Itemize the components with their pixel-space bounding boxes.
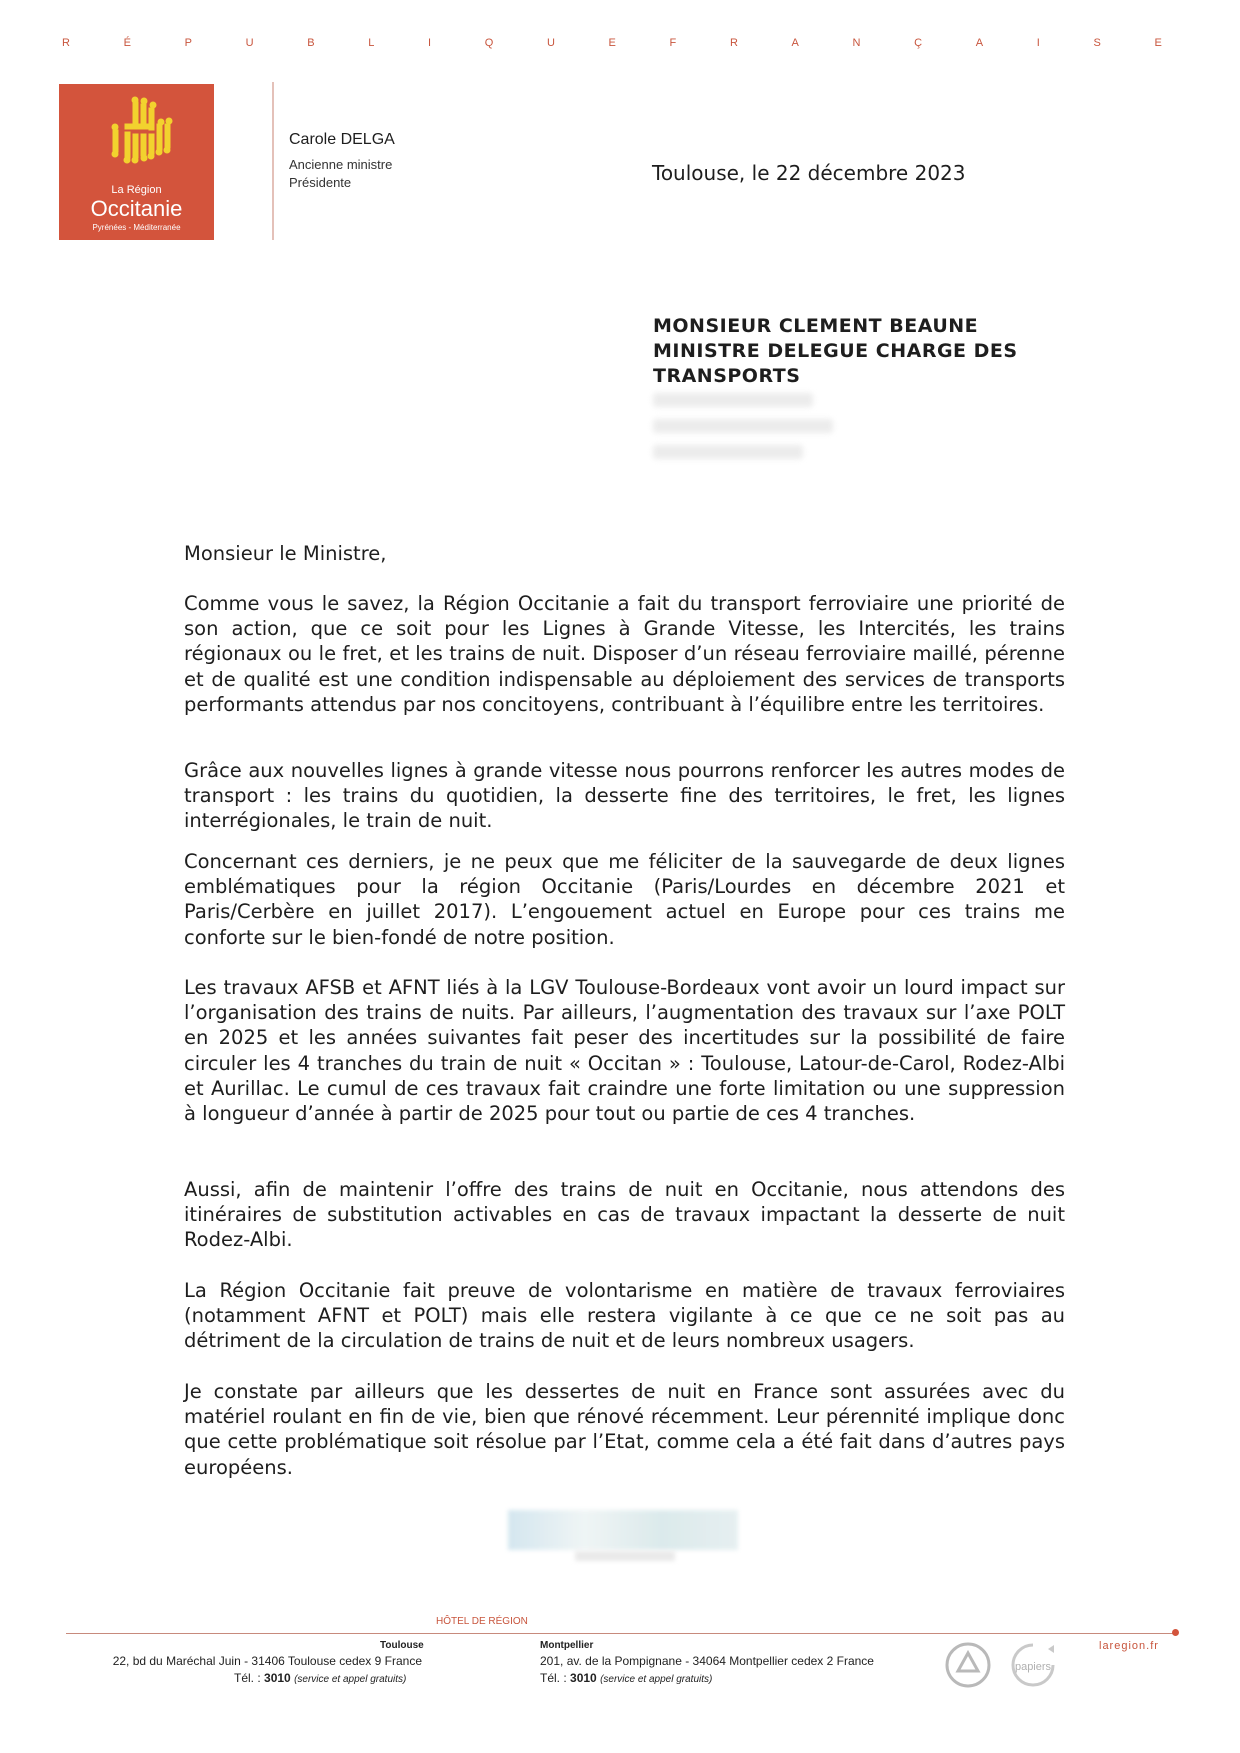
body-paragraph-7: Je constate par ailleurs que les dessertes de nuit en France sont assurées avec du matériel roulant en fin de vie, bien que rénové récemment. Leur pérennité implique donc que cette problématique soit résolue par l’Etat, comme cela a été fait dans d’autres pays européens. <box>184 1380 1065 1479</box>
recipient-line-1: MONSIEUR CLEMENT BEAUNE <box>653 315 979 337</box>
republique-letter: N <box>852 37 861 49</box>
republique-letter: F <box>669 37 677 49</box>
logo-line-3: Pyrénées - Méditerranée <box>92 223 181 232</box>
recipient-line-3: TRANSPORTS <box>653 365 801 387</box>
republique-letter: P <box>184 37 192 49</box>
redacted-address-line <box>653 445 803 459</box>
recycle-icon <box>944 1641 992 1689</box>
body-paragraph-2: Grâce aux nouvelles lignes à grande vitesse nous pourrons renforcer les autres modes de transport : les trains du quotidien, la desserte fine des territoires, le fret, les lignes interrégionales, le train de nuit. <box>184 759 1065 833</box>
footer-montpellier-city: Montpellier <box>540 1640 594 1651</box>
body-paragraph-6: La Région Occitanie fait preuve de volontarisme en matière de travaux ferroviaires (notamment AFNT et POLT) mais elle restera vigilante à ce que ce ne soit pas au détriment de la circulation de trains de nuit et de leurs nombreux usagers. <box>184 1279 1065 1353</box>
tel-label: Tél. : <box>540 1671 571 1685</box>
sender-role-2: Présidente <box>289 175 352 190</box>
redacted-address-line <box>653 393 813 407</box>
redacted-signature-name <box>575 1551 675 1561</box>
recipient-line-2: MINISTRE DELEGUE CHARGE DES <box>653 340 1018 362</box>
republique-letter: E <box>1154 37 1162 49</box>
republique-letter: A <box>791 37 799 49</box>
website-link[interactable]: laregion.fr <box>1099 1640 1159 1652</box>
redacted-signature <box>508 1510 738 1550</box>
footer-divider <box>66 1633 1176 1634</box>
republique-letter: E <box>608 37 616 49</box>
body-paragraph-5: Aussi, afin de maintenir l’offre des trains de nuit en Occitanie, nous attendons des itinéraires de substitution activables en cas de travaux impactant la desserte de nuit Rodez-Albi. <box>184 1178 1065 1252</box>
republique-francaise-header <box>62 37 1162 49</box>
republique-letter: S <box>1093 37 1101 49</box>
footer-toulouse-address: 22, bd du Maréchal Juin - 31406 Toulouse cedex 9 France <box>112 1654 422 1668</box>
tel-label: Tél. : <box>234 1671 265 1685</box>
republique-letter: I <box>1036 37 1040 49</box>
republique-letter: U <box>245 37 254 49</box>
header-divider <box>272 82 274 240</box>
footer-montpellier-tel <box>540 1671 712 1685</box>
republique-letter: É <box>123 37 131 49</box>
salutation: Monsieur le Ministre, <box>184 542 387 565</box>
papiers-label: papiers <box>1014 1661 1052 1673</box>
redacted-address-line <box>653 419 833 433</box>
footer-toulouse-tel <box>234 1671 406 1685</box>
body-paragraph-4: Les travaux AFSB et AFNT liés à la LGV Toulouse-Bordeaux vont avoir un lourd impact sur l’organisation des trains de nuits. Par ailleurs, l’augmentation des travaux sur l’axe POLT en 2025 et les années suivantes fait peser des incertitudes sur la possibilité de faire circuler les 4 tranches du train de nuit « Occitan » : Toulouse, Latour-de-Carol, Rodez-Albi et Aurillac. Le cumul de ces travaux fait craindre une forte limitation ou une suppression à longueur d’année à partir de 2025 pour tout ou partie de ces 4 tranches. <box>184 976 1065 1126</box>
republique-letter: A <box>975 37 984 49</box>
footer-dot <box>1172 1629 1179 1636</box>
tel-note: (service et appel gratuits) <box>294 1674 407 1685</box>
republique-letter: B <box>307 37 315 49</box>
papiers-recycling-icon <box>1004 1641 1062 1689</box>
occitan-cross-icon <box>87 94 187 186</box>
tel-note: (service et appel gratuits) <box>600 1674 713 1685</box>
footer-hotel-de-region: HÔTEL DE RÉGION <box>426 1616 538 1627</box>
region-occitanie-logo <box>59 84 214 240</box>
logo-line-1: La Région <box>111 184 162 196</box>
tel-number: 3010 <box>264 1671 291 1685</box>
republique-letter: R <box>729 37 738 49</box>
republique-letter: Ç <box>914 37 923 49</box>
footer-toulouse-city: Toulouse <box>380 1640 424 1651</box>
republique-letter: U <box>546 37 555 49</box>
footer-montpellier-address: 201, av. de la Pompignane - 34064 Montpellier cedex 2 France <box>540 1654 874 1668</box>
tel-number: 3010 <box>570 1671 597 1685</box>
body-paragraph-3: Concernant ces derniers, je ne peux que me féliciter de la sauvegarde de deux lignes emblématiques pour la région Occitanie (Paris/Lourdes en décembre 2021 et Paris/Cerbère en juillet 2017). L’engouement actuel en Europe pour ces trains me conforte sur le bien-fondé de notre position. <box>184 850 1065 949</box>
republique-letter: I <box>428 37 432 49</box>
body-paragraph-1: Comme vous le savez, la Région Occitanie a fait du transport ferroviaire une priorité de son action, que ce soit pour les Lignes à Grande Vitesse, les Intercités, les trains régionaux ou le fret, et les trains de nuit. Disposer d’un réseau ferroviaire maillé, pérenne et de qualité est une condition indispensable au déploiement des services de transports performants attendus par nos concitoyens, contribuant à l’équilibre entre les territoires. <box>184 592 1065 716</box>
republique-letter: Q <box>484 37 494 49</box>
republique-letter: R <box>62 37 70 49</box>
place-date: Toulouse, le 22 décembre 2023 <box>652 161 966 185</box>
sender-role-1: Ancienne ministre <box>289 157 393 172</box>
sender-name: Carole DELGA <box>289 131 395 148</box>
logo-line-2: Occitanie <box>90 196 183 221</box>
republique-letter: L <box>368 37 375 49</box>
